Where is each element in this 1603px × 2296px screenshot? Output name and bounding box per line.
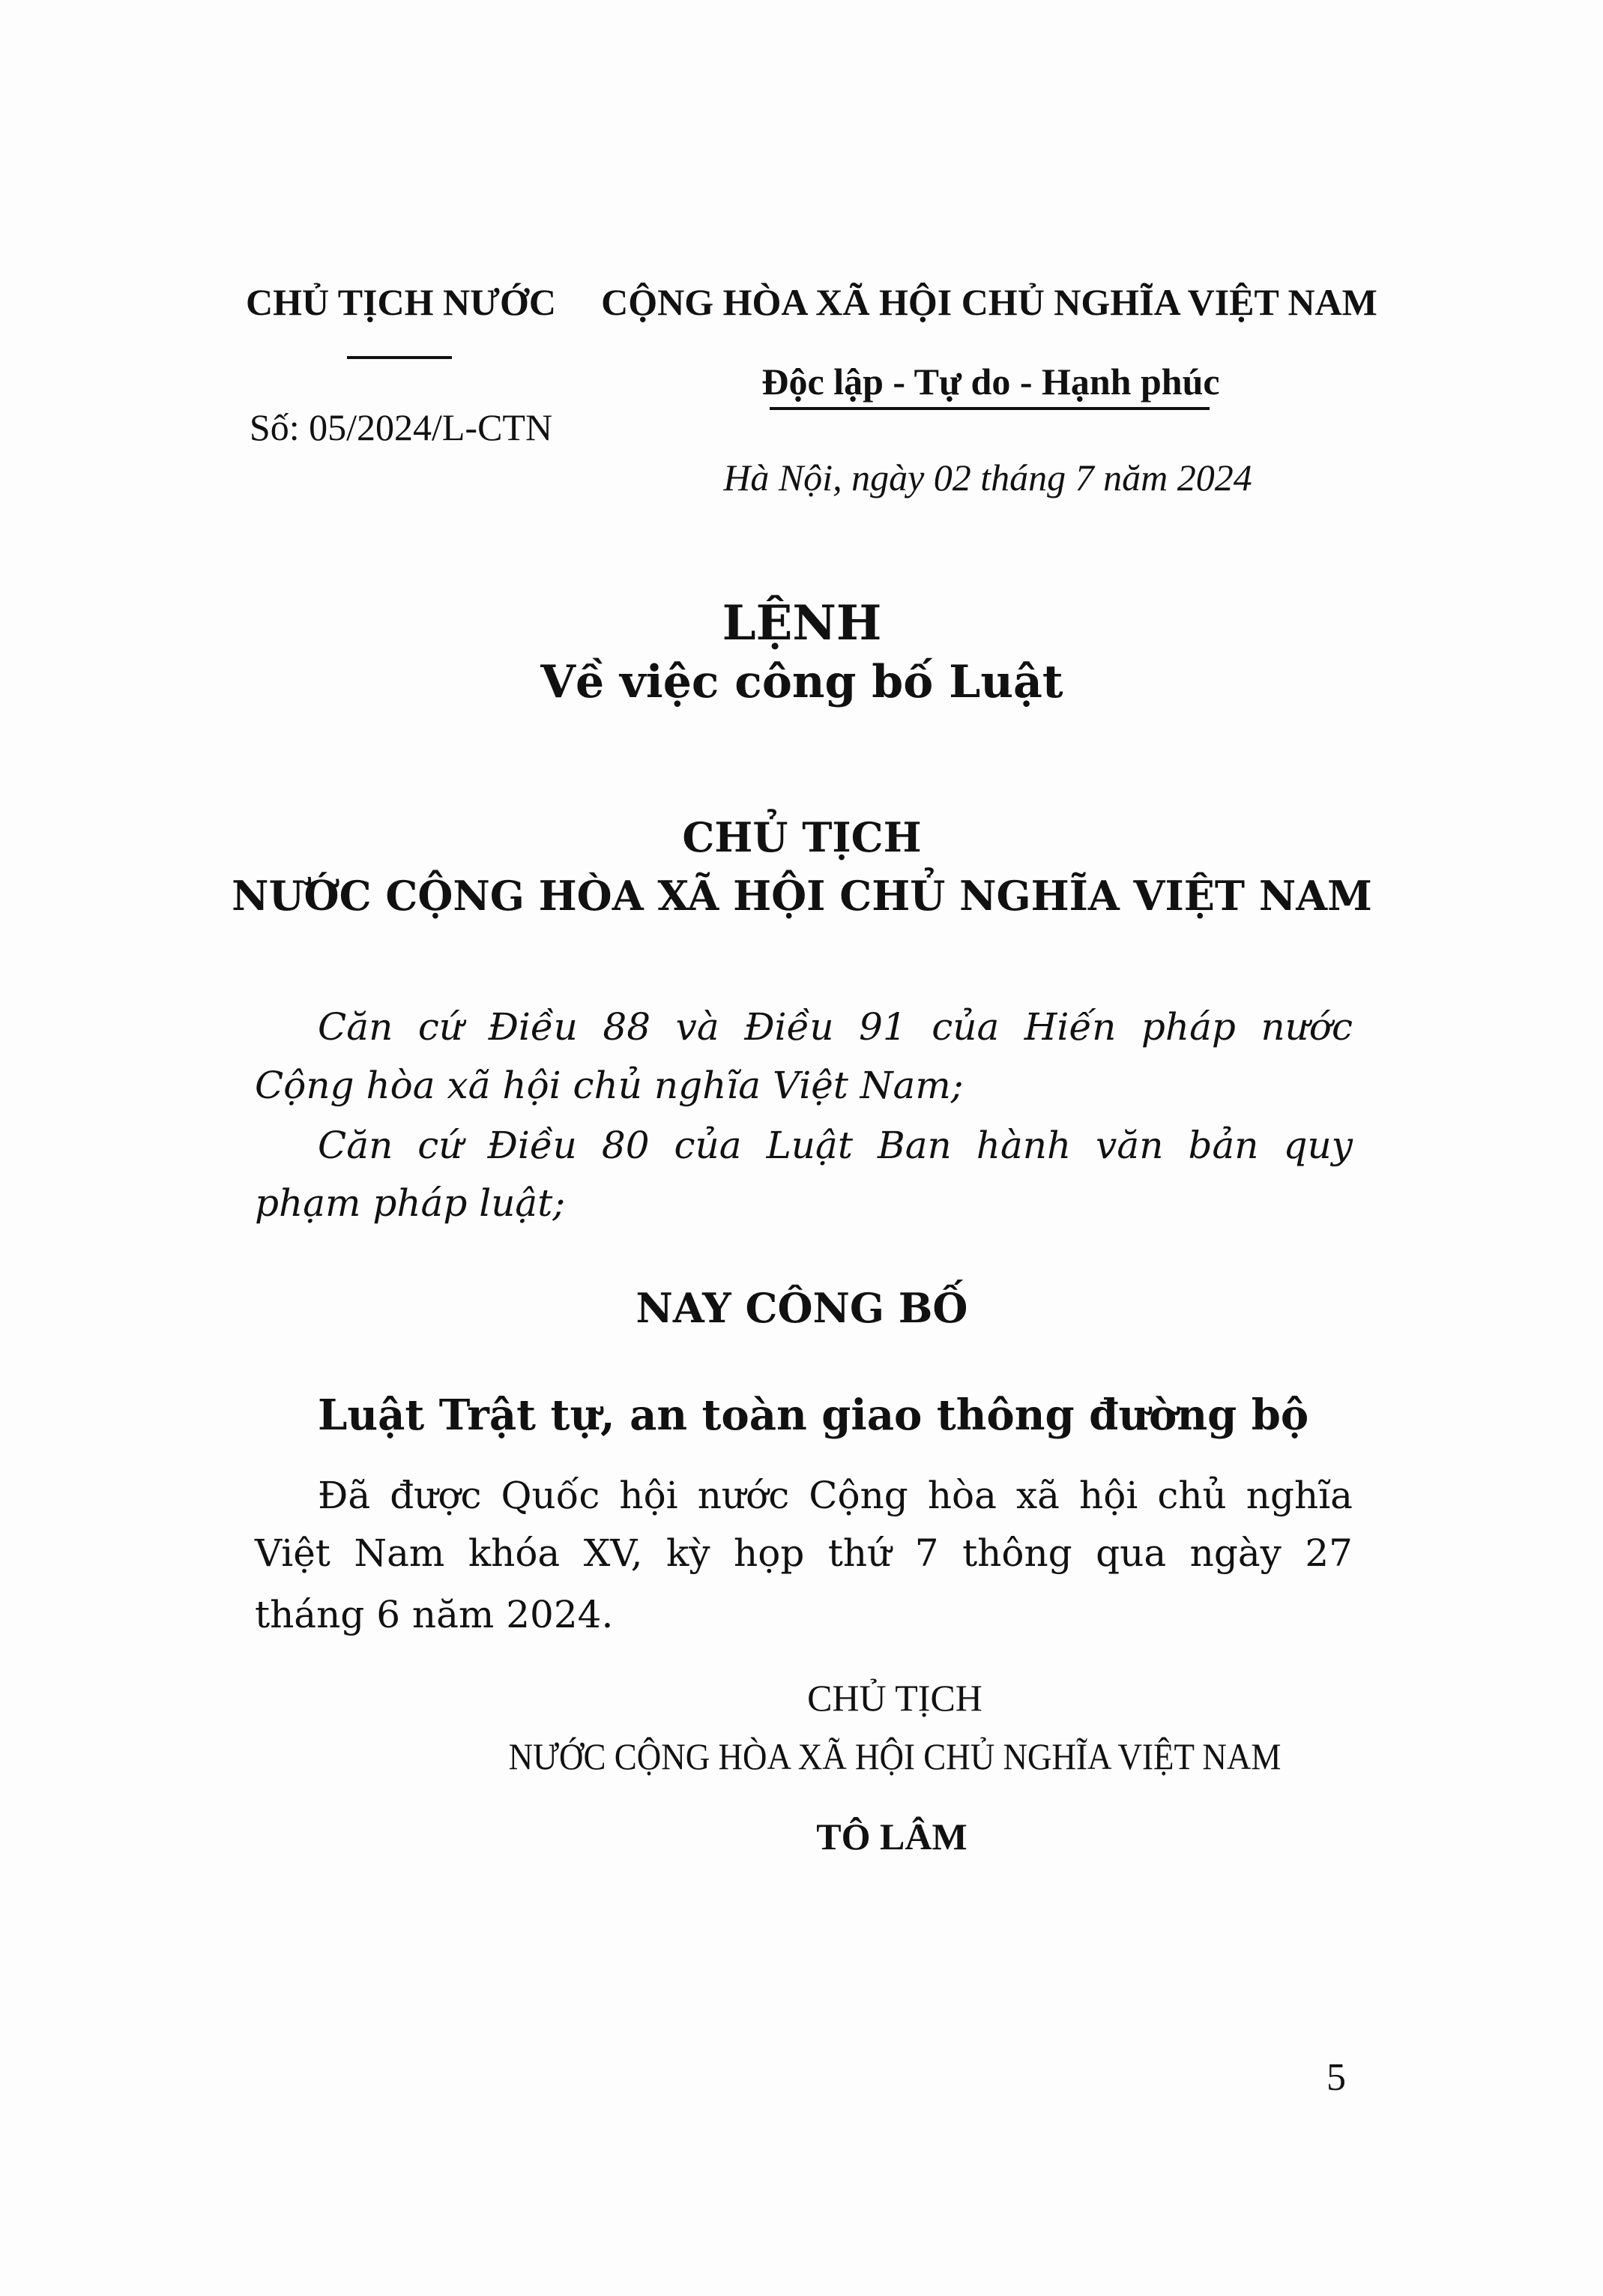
document-subject: Về việc công bố Luật [540, 656, 1063, 708]
document-number: Số: 05/2024/L-CTN [249, 406, 553, 448]
law-name: Luật Trật tự, an toàn giao thông đường bộ [318, 1390, 1309, 1440]
issuer: CHỦ TỊCH NƯỚC [246, 281, 556, 323]
signer-title-1: CHỦ TỊCH [807, 1677, 982, 1719]
page-number: 5 [1326, 2056, 1346, 2099]
basis-1-line-2: Cộng hòa xã hội chủ nghĩa Việt Nam; [255, 1064, 964, 1107]
motto: Độc lập - Tự do - Hạnh phúc [761, 361, 1220, 403]
adoption-line-1: Đã được Quốc hội nước Cộng hòa xã hội chủ nghĩa [318, 1474, 1353, 1517]
signer-title-2: NƯỚC CỘNG HÒA XÃ HỘI CHỦ NGHĨA VIỆT NAM [508, 1735, 1282, 1777]
basis-1-line-1: Căn cứ Điều 88 và Điều 91 của Hiến pháp nước [318, 1005, 1353, 1049]
document-type: LỆNH [722, 595, 882, 651]
basis-2-line-1: Căn cứ Điều 80 của Luật Ban hành văn bản quy [318, 1124, 1353, 1167]
adoption-line-3: tháng 6 năm 2024. [255, 1593, 614, 1636]
issuer-underline [347, 356, 452, 359]
authority-line-2: NƯỚC CỘNG HÒA XÃ HỘI CHỦ NGHĨA VIỆT NAM [232, 872, 1372, 920]
adoption-line-2: Việt Nam khóa XV, kỳ họp thứ 7 thông qua ngày 27 [255, 1531, 1353, 1575]
motto-underline [770, 407, 1210, 410]
nation-name: CỘNG HÒA XÃ HỘI CHỦ NGHĨA VIỆT NAM [601, 281, 1377, 323]
authority-line-1: CHỦ TỊCH [682, 813, 922, 861]
basis-2-line-2: phạm pháp luật; [255, 1181, 566, 1225]
signer-name: TÔ LÂM [816, 1816, 967, 1857]
place-date: Hà Nội, ngày 02 tháng 7 năm 2024 [723, 457, 1252, 498]
promulgate-heading: NAY CÔNG BỐ [636, 1284, 968, 1332]
